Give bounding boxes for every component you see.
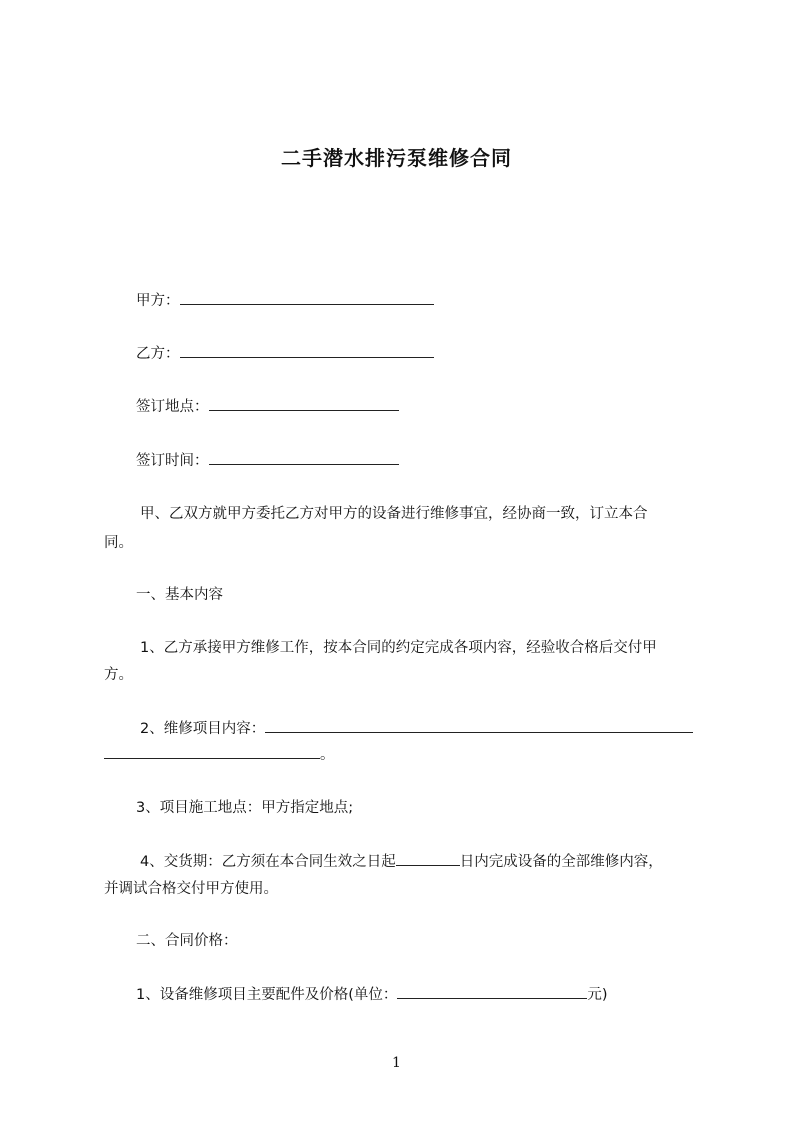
sign-place-label: 签订地点： xyxy=(136,399,209,415)
document-title: 二手潜水排污泵维修合同 xyxy=(281,146,512,170)
sign-time-label: 签订时间： xyxy=(136,453,209,469)
page-number: 1 xyxy=(392,1055,401,1071)
item-4-part-1: 4、交货期：乙方须在本合同生效之日起 xyxy=(140,854,396,870)
price-row xyxy=(136,984,608,1006)
sign-place-row xyxy=(136,396,399,418)
item-4-blank xyxy=(396,851,460,866)
party-b-row xyxy=(136,343,434,365)
item-4-part-2: 日内完成设备的全部维修内容， xyxy=(459,854,663,870)
party-a-row xyxy=(136,290,434,312)
section-2-heading: 二、合同价格： xyxy=(136,933,238,949)
item-2-row-2 xyxy=(104,744,335,766)
party-b-blank xyxy=(180,343,434,358)
intro-line-2: 同。 xyxy=(104,535,133,551)
price-unit-blank xyxy=(397,984,587,999)
sign-time-blank xyxy=(209,450,399,465)
party-b-label: 乙方： xyxy=(136,346,180,362)
item-2-end: 。 xyxy=(320,747,335,763)
item-3: 3、项目施工地点：甲方指定地点; xyxy=(136,800,354,816)
sign-time-row xyxy=(136,450,399,472)
item-2-blank-1 xyxy=(265,718,693,733)
party-a-label: 甲方： xyxy=(136,293,180,309)
sign-place-blank xyxy=(209,396,399,411)
price-end: 元) xyxy=(587,987,608,1003)
item-4-row xyxy=(140,851,663,873)
item-1-line-1: 1、乙方承接甲方维修工作，按本合同的约定完成各项内容，经验收合格后交付甲 xyxy=(140,640,657,656)
item-1-line-2: 方。 xyxy=(104,667,133,683)
item-2-label: 2、维修项目内容： xyxy=(140,721,266,737)
intro-line-1: 甲、乙双方就甲方委托乙方对甲方的设备进行维修事宜，经协商一致，订立本合 xyxy=(140,506,648,522)
section-1-heading: 一、基本内容 xyxy=(136,587,223,603)
price-label: 1、设备维修项目主要配件及价格(单位： xyxy=(136,987,398,1003)
item-2-row xyxy=(140,718,693,740)
party-a-blank xyxy=(180,290,434,305)
item-4-line-2: 并调试合格交付甲方使用。 xyxy=(104,881,278,897)
item-2-blank-2 xyxy=(104,744,320,759)
